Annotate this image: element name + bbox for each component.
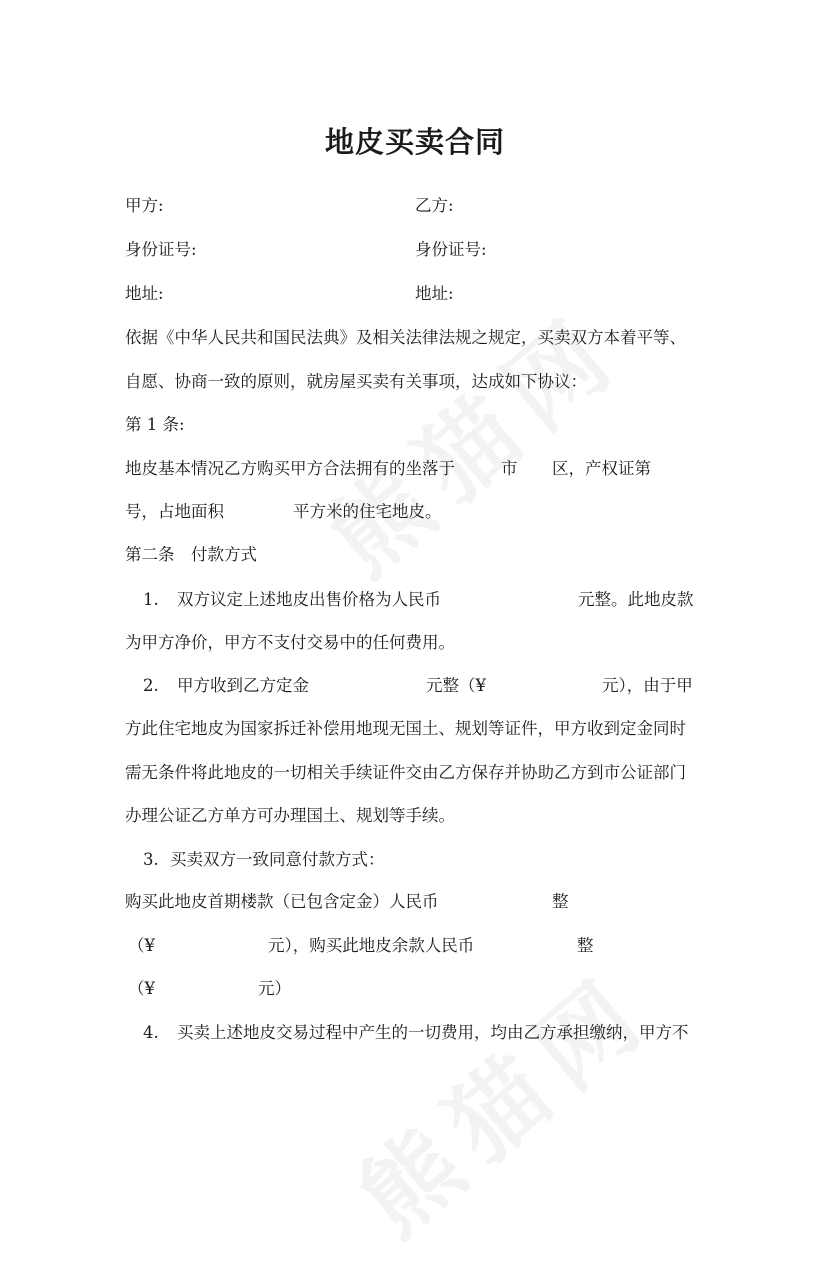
item-text: 买卖上述地皮交易过程中产生的一切费用，均由乙方承担缴纳，甲方不 bbox=[177, 1023, 689, 1042]
article-1-text: 平方米的住宅地皮。 bbox=[293, 502, 442, 521]
payment-text: （¥ bbox=[128, 936, 155, 955]
item-text: 买卖双方一致同意付款方式： bbox=[170, 850, 385, 869]
party-a-label: 甲方: bbox=[125, 196, 164, 215]
item-text: 办理公证乙方单方可办理国土、规划等手续。 bbox=[125, 806, 455, 825]
item-text: 元），由于甲 bbox=[602, 676, 693, 695]
article-1-text: 地皮基本情况乙方购买甲方合法拥有的坐落于 bbox=[125, 459, 455, 478]
preamble-line: 自愿、协商一致的原则，就房屋买卖有关事项，达成如下协议： bbox=[125, 372, 587, 391]
party-b-address-label: 地址: bbox=[415, 284, 454, 303]
party-b-label: 乙方: bbox=[415, 196, 454, 215]
party-a-address-label: 地址: bbox=[125, 284, 164, 303]
party-b-id-label: 身份证号: bbox=[415, 240, 487, 259]
article-1-heading: 第 1 条: bbox=[125, 415, 185, 434]
item-text: 需无条件将此地皮的一切相关手续证件交由乙方保存并协助乙方到市公证部门 bbox=[125, 763, 686, 782]
payment-text: 元），购买此地皮余款人民币 bbox=[268, 936, 475, 955]
item-number: 2. bbox=[143, 676, 159, 695]
article-1-text: 号，占地面积 bbox=[125, 502, 224, 521]
article-1-text: 区，产权证第 bbox=[552, 459, 651, 478]
document-title: 地皮买卖合同 bbox=[324, 125, 505, 159]
item-text: 为甲方净价，甲方不支付交易中的任何费用。 bbox=[125, 633, 455, 652]
item-number: 4. bbox=[143, 1023, 159, 1042]
item-number: 3. bbox=[143, 850, 159, 869]
item-text: 元整。此地皮款 bbox=[578, 590, 694, 609]
payment-text: 购买此地皮首期楼款（已包含定金）人民币 bbox=[125, 892, 439, 911]
item-text: 方此住宅地皮为国家拆迁补偿用地现无国土、规划等证件，甲方收到定金同时 bbox=[125, 719, 686, 738]
item-number: 1. bbox=[143, 590, 159, 609]
party-a-id-label: 身份证号: bbox=[125, 240, 197, 259]
item-text: 元整（¥ bbox=[426, 676, 486, 695]
payment-text: 整 bbox=[552, 892, 569, 911]
payment-text: 元） bbox=[258, 979, 291, 998]
article-1-text: 市 bbox=[501, 459, 518, 478]
article-2-heading: 第二条 付款方式 bbox=[125, 545, 257, 564]
watermark bbox=[296, 276, 646, 601]
payment-text: （¥ bbox=[128, 979, 155, 998]
preamble-line: 依据《中华人民共和国民法典》及相关法律法规之规定，买卖双方本着平等、 bbox=[125, 328, 686, 347]
item-text: 甲方收到乙方定金 bbox=[177, 676, 309, 695]
item-text: 双方议定上述地皮出售价格为人民币 bbox=[177, 590, 441, 609]
payment-text: 整 bbox=[577, 936, 594, 955]
watermark bbox=[326, 936, 676, 1261]
